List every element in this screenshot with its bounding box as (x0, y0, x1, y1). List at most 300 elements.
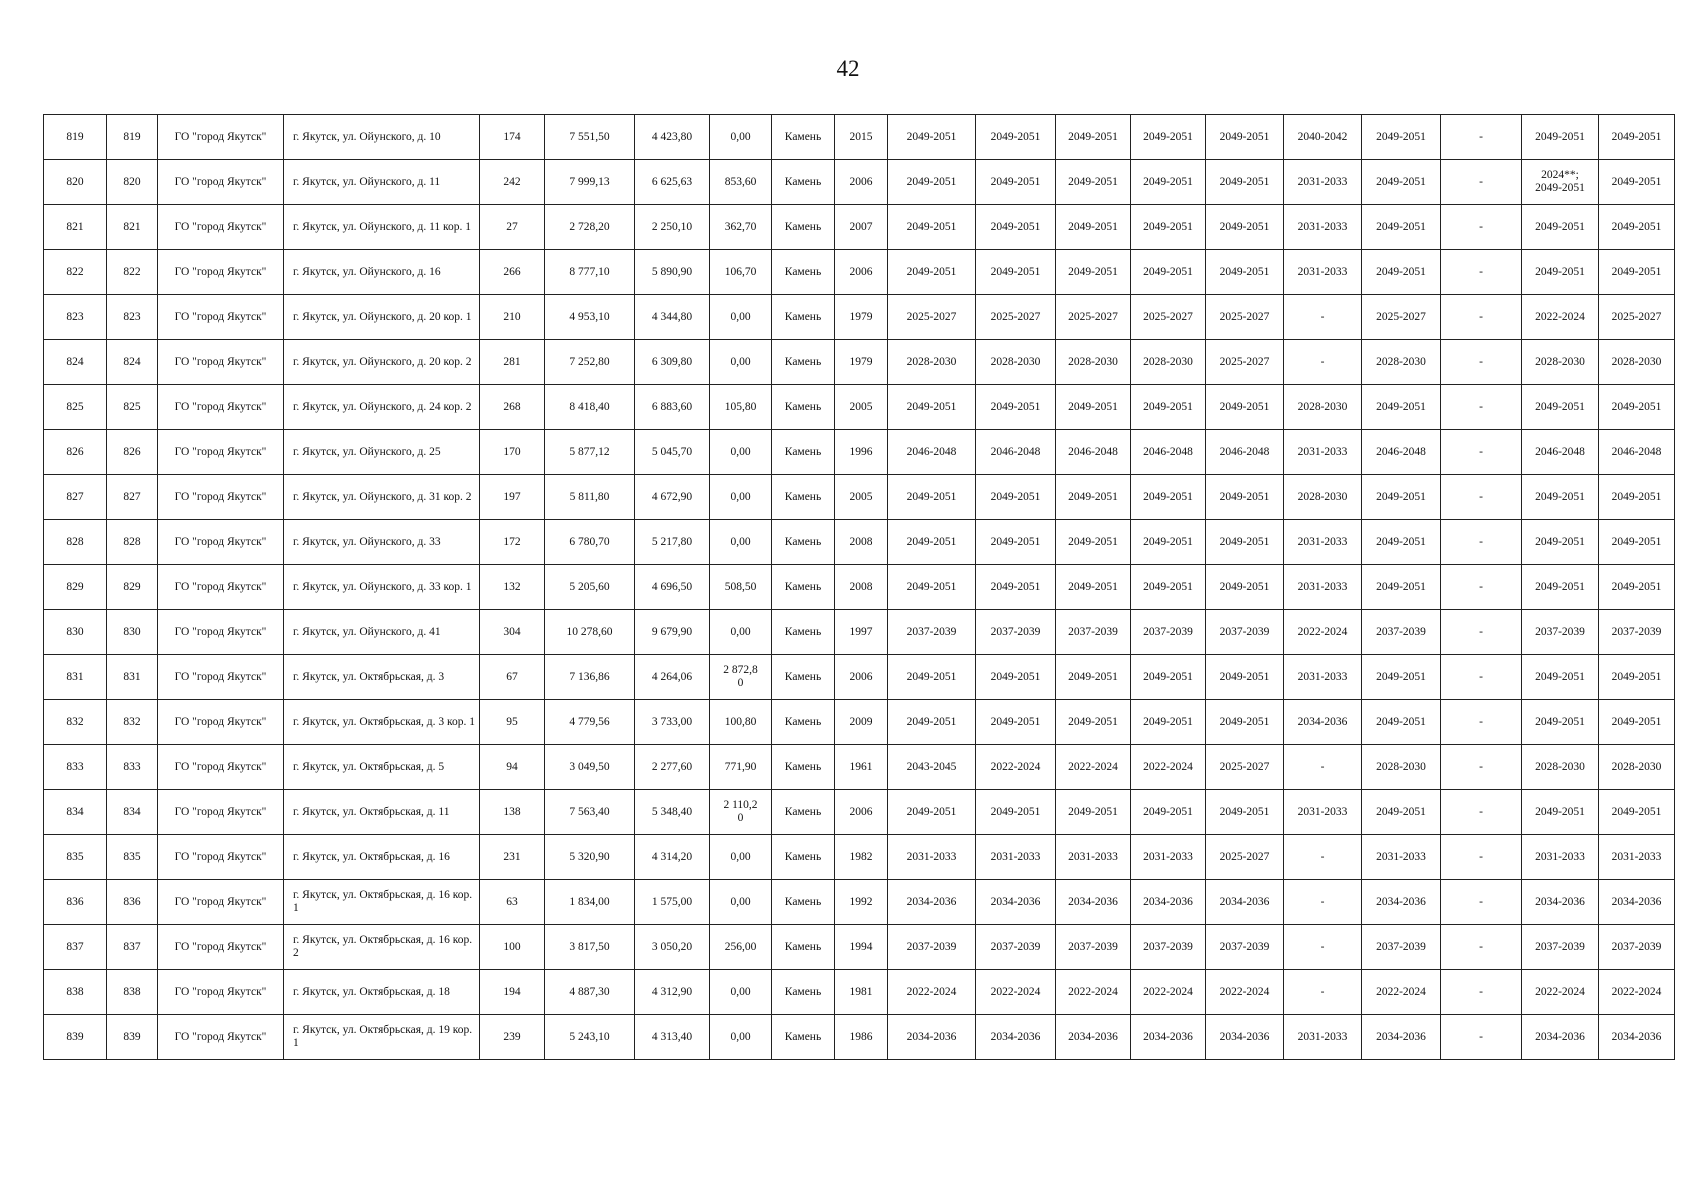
cell-period-3: 2049-2051 (1056, 115, 1131, 160)
cell-row-index: 827 (44, 475, 107, 520)
cell-total-area: 5 877,12 (545, 430, 635, 475)
cell-period-5: 2049-2051 (1206, 565, 1284, 610)
cell-period-6: 2031-2033 (1284, 430, 1362, 475)
cell-period-9: 2049-2051 (1522, 475, 1599, 520)
cell-period-2: 2025-2027 (976, 295, 1056, 340)
cell-residents: 231 (480, 835, 545, 880)
cell-residents: 170 (480, 430, 545, 475)
cell-wall-material: Камень (772, 655, 835, 700)
data-table (43, 114, 1675, 1060)
cell-period-9: 2049-2051 (1522, 655, 1599, 700)
cell-object-number: 824 (107, 340, 158, 385)
cell-residential-area: 3 050,20 (635, 925, 710, 970)
cell-period-7: 2022-2024 (1362, 970, 1441, 1015)
cell-object-number: 823 (107, 295, 158, 340)
cell-object-number: 826 (107, 430, 158, 475)
cell-residents: 268 (480, 385, 545, 430)
cell-object-number: 829 (107, 565, 158, 610)
cell-municipality: ГО "город Якутск" (158, 835, 284, 880)
cell-nonresidential-area: 508,50 (710, 565, 772, 610)
cell-period-7: 2028-2030 (1362, 340, 1441, 385)
cell-period-6: 2031-2033 (1284, 250, 1362, 295)
cell-period-4: 2049-2051 (1131, 520, 1206, 565)
cell-residents: 100 (480, 925, 545, 970)
cell-period-7: 2049-2051 (1362, 160, 1441, 205)
cell-period-4: 2025-2027 (1131, 295, 1206, 340)
cell-row-index: 833 (44, 745, 107, 790)
cell-period-1: 2049-2051 (888, 205, 976, 250)
cell-nonresidential-area: 256,00 (710, 925, 772, 970)
cell-period-5: 2049-2051 (1206, 205, 1284, 250)
cell-nonresidential-area: 853,60 (710, 160, 772, 205)
cell-period-3: 2046-2048 (1056, 430, 1131, 475)
cell-period-8: - (1441, 295, 1522, 340)
cell-residential-area: 4 423,80 (635, 115, 710, 160)
cell-row-index: 821 (44, 205, 107, 250)
cell-build-year: 2009 (835, 700, 888, 745)
cell-period-6: 2031-2033 (1284, 1015, 1362, 1060)
cell-period-10: 2028-2030 (1599, 340, 1675, 385)
cell-build-year: 1997 (835, 610, 888, 655)
cell-residential-area: 6 883,60 (635, 385, 710, 430)
cell-period-2: 2037-2039 (976, 925, 1056, 970)
cell-period-1: 2037-2039 (888, 925, 976, 970)
cell-period-2: 2049-2051 (976, 205, 1056, 250)
cell-residential-area: 2 250,10 (635, 205, 710, 250)
cell-build-year: 1992 (835, 880, 888, 925)
cell-build-year: 2006 (835, 250, 888, 295)
cell-period-10: 2049-2051 (1599, 565, 1675, 610)
cell-period-10: 2049-2051 (1599, 385, 1675, 430)
cell-period-2: 2034-2036 (976, 880, 1056, 925)
cell-period-3: 2037-2039 (1056, 925, 1131, 970)
cell-build-year: 2008 (835, 565, 888, 610)
cell-period-10: 2049-2051 (1599, 115, 1675, 160)
cell-wall-material: Камень (772, 520, 835, 565)
cell-period-6: 2031-2033 (1284, 205, 1362, 250)
cell-object-number: 830 (107, 610, 158, 655)
cell-period-5: 2049-2051 (1206, 790, 1284, 835)
cell-period-2: 2049-2051 (976, 565, 1056, 610)
cell-period-8: - (1441, 925, 1522, 970)
cell-address: г. Якутск, ул. Ойунского, д. 33 кор. 1 (284, 565, 480, 610)
cell-municipality: ГО "город Якутск" (158, 250, 284, 295)
cell-period-3: 2049-2051 (1056, 205, 1131, 250)
cell-period-10: 2046-2048 (1599, 430, 1675, 475)
cell-build-year: 2006 (835, 160, 888, 205)
cell-period-3: 2049-2051 (1056, 475, 1131, 520)
cell-period-10: 2037-2039 (1599, 610, 1675, 655)
cell-period-6: 2031-2033 (1284, 160, 1362, 205)
cell-residents: 194 (480, 970, 545, 1015)
cell-period-6: 2034-2036 (1284, 700, 1362, 745)
cell-period-7: 2034-2036 (1362, 1015, 1441, 1060)
cell-period-3: 2049-2051 (1056, 790, 1131, 835)
cell-object-number: 828 (107, 520, 158, 565)
cell-row-index: 837 (44, 925, 107, 970)
table-row (44, 160, 1675, 205)
cell-municipality: ГО "город Якутск" (158, 925, 284, 970)
cell-period-2: 2049-2051 (976, 475, 1056, 520)
cell-period-4: 2031-2033 (1131, 835, 1206, 880)
cell-total-area: 7 999,13 (545, 160, 635, 205)
cell-total-area: 5 243,10 (545, 1015, 635, 1060)
cell-period-5: 2037-2039 (1206, 610, 1284, 655)
cell-period-2: 2022-2024 (976, 970, 1056, 1015)
cell-period-3: 2049-2051 (1056, 385, 1131, 430)
cell-period-7: 2025-2027 (1362, 295, 1441, 340)
cell-address: г. Якутск, ул. Октябрьская, д. 16 (284, 835, 480, 880)
cell-period-10: 2049-2051 (1599, 475, 1675, 520)
cell-period-1: 2049-2051 (888, 700, 976, 745)
cell-period-3: 2028-2030 (1056, 340, 1131, 385)
cell-period-8: - (1441, 745, 1522, 790)
cell-residents: 197 (480, 475, 545, 520)
cell-nonresidential-area: 0,00 (710, 475, 772, 520)
cell-object-number: 832 (107, 700, 158, 745)
cell-period-1: 2049-2051 (888, 115, 976, 160)
cell-wall-material: Камень (772, 835, 835, 880)
cell-period-2: 2028-2030 (976, 340, 1056, 385)
cell-period-3: 2049-2051 (1056, 520, 1131, 565)
table-row (44, 115, 1675, 160)
cell-municipality: ГО "город Якутск" (158, 115, 284, 160)
cell-period-10: 2031-2033 (1599, 835, 1675, 880)
cell-period-8: - (1441, 430, 1522, 475)
cell-period-10: 2037-2039 (1599, 925, 1675, 970)
cell-period-9: 2034-2036 (1522, 880, 1599, 925)
cell-municipality: ГО "город Якутск" (158, 790, 284, 835)
cell-residential-area: 5 217,80 (635, 520, 710, 565)
cell-period-8: - (1441, 565, 1522, 610)
cell-total-area: 8 777,10 (545, 250, 635, 295)
cell-residents: 138 (480, 790, 545, 835)
cell-address: г. Якутск, ул. Ойунского, д. 24 кор. 2 (284, 385, 480, 430)
table-row (44, 250, 1675, 295)
cell-residents: 266 (480, 250, 545, 295)
cell-nonresidential-area: 0,00 (710, 295, 772, 340)
cell-object-number: 820 (107, 160, 158, 205)
cell-residents: 281 (480, 340, 545, 385)
cell-period-4: 2046-2048 (1131, 430, 1206, 475)
cell-residents: 67 (480, 655, 545, 700)
cell-period-10: 2022-2024 (1599, 970, 1675, 1015)
cell-period-1: 2037-2039 (888, 610, 976, 655)
cell-object-number: 827 (107, 475, 158, 520)
cell-wall-material: Камень (772, 700, 835, 745)
cell-build-year: 1961 (835, 745, 888, 790)
cell-period-1: 2034-2036 (888, 1015, 976, 1060)
cell-period-1: 2049-2051 (888, 655, 976, 700)
cell-nonresidential-area: 0,00 (710, 115, 772, 160)
cell-period-2: 2049-2051 (976, 655, 1056, 700)
cell-period-1: 2049-2051 (888, 160, 976, 205)
cell-row-index: 820 (44, 160, 107, 205)
cell-period-5: 2049-2051 (1206, 250, 1284, 295)
cell-total-area: 6 780,70 (545, 520, 635, 565)
cell-period-10: 2034-2036 (1599, 880, 1675, 925)
cell-period-3: 2025-2027 (1056, 295, 1131, 340)
cell-object-number: 836 (107, 880, 158, 925)
table-row (44, 610, 1675, 655)
cell-period-4: 2037-2039 (1131, 925, 1206, 970)
cell-total-area: 5 205,60 (545, 565, 635, 610)
cell-period-3: 2049-2051 (1056, 565, 1131, 610)
cell-period-1: 2046-2048 (888, 430, 976, 475)
cell-row-index: 830 (44, 610, 107, 655)
cell-build-year: 2015 (835, 115, 888, 160)
cell-object-number: 831 (107, 655, 158, 700)
cell-municipality: ГО "город Якутск" (158, 655, 284, 700)
cell-period-1: 2022-2024 (888, 970, 976, 1015)
cell-period-8: - (1441, 250, 1522, 295)
cell-period-10: 2025-2027 (1599, 295, 1675, 340)
cell-residents: 94 (480, 745, 545, 790)
cell-address: г. Якутск, ул. Ойунского, д. 20 кор. 1 (284, 295, 480, 340)
cell-period-8: - (1441, 655, 1522, 700)
cell-total-area: 5 320,90 (545, 835, 635, 880)
cell-period-9: 2022-2024 (1522, 970, 1599, 1015)
table-row (44, 745, 1675, 790)
cell-residential-area: 2 277,60 (635, 745, 710, 790)
cell-period-3: 2049-2051 (1056, 700, 1131, 745)
cell-row-index: 832 (44, 700, 107, 745)
cell-nonresidential-area: 0,00 (710, 970, 772, 1015)
cell-address: г. Якутск, ул. Ойунского, д. 11 (284, 160, 480, 205)
cell-period-9: 2034-2036 (1522, 1015, 1599, 1060)
cell-period-1: 2025-2027 (888, 295, 976, 340)
cell-period-6: - (1284, 295, 1362, 340)
cell-period-9: 2049-2051 (1522, 700, 1599, 745)
cell-period-5: 2025-2027 (1206, 295, 1284, 340)
cell-object-number: 839 (107, 1015, 158, 1060)
cell-row-index: 824 (44, 340, 107, 385)
cell-address: г. Якутск, ул. Октябрьская, д. 3 (284, 655, 480, 700)
cell-period-8: - (1441, 115, 1522, 160)
cell-period-3: 2022-2024 (1056, 745, 1131, 790)
cell-period-8: - (1441, 340, 1522, 385)
cell-period-10: 2049-2051 (1599, 205, 1675, 250)
table-row (44, 700, 1675, 745)
table-row (44, 430, 1675, 475)
cell-period-4: 2049-2051 (1131, 115, 1206, 160)
cell-period-8: - (1441, 790, 1522, 835)
cell-wall-material: Камень (772, 610, 835, 655)
cell-period-5: 2025-2027 (1206, 340, 1284, 385)
cell-period-4: 2049-2051 (1131, 475, 1206, 520)
cell-municipality: ГО "город Якутск" (158, 610, 284, 655)
cell-build-year: 2007 (835, 205, 888, 250)
cell-residential-area: 4 672,90 (635, 475, 710, 520)
cell-total-area: 7 563,40 (545, 790, 635, 835)
cell-period-6: 2040-2042 (1284, 115, 1362, 160)
cell-period-4: 2034-2036 (1131, 880, 1206, 925)
cell-nonresidential-area: 0,00 (710, 835, 772, 880)
cell-period-6: 2031-2033 (1284, 565, 1362, 610)
cell-wall-material: Камень (772, 565, 835, 610)
cell-total-area: 2 728,20 (545, 205, 635, 250)
cell-period-4: 2049-2051 (1131, 700, 1206, 745)
cell-period-7: 2049-2051 (1362, 385, 1441, 430)
cell-period-4: 2049-2051 (1131, 205, 1206, 250)
cell-municipality: ГО "город Якутск" (158, 970, 284, 1015)
cell-period-3: 2049-2051 (1056, 250, 1131, 295)
cell-period-10: 2028-2030 (1599, 745, 1675, 790)
cell-build-year: 1981 (835, 970, 888, 1015)
cell-period-6: 2031-2033 (1284, 790, 1362, 835)
cell-total-area: 7 136,86 (545, 655, 635, 700)
cell-period-3: 2031-2033 (1056, 835, 1131, 880)
cell-period-4: 2049-2051 (1131, 790, 1206, 835)
cell-period-1: 2043-2045 (888, 745, 976, 790)
table-row (44, 880, 1675, 925)
cell-residential-area: 4 312,90 (635, 970, 710, 1015)
cell-period-9: 2049-2051 (1522, 250, 1599, 295)
cell-period-6: 2028-2030 (1284, 385, 1362, 430)
cell-total-area: 4 953,10 (545, 295, 635, 340)
cell-object-number: 835 (107, 835, 158, 880)
cell-residential-area: 1 575,00 (635, 880, 710, 925)
cell-nonresidential-area: 0,00 (710, 430, 772, 475)
cell-build-year: 2005 (835, 475, 888, 520)
cell-period-6: - (1284, 340, 1362, 385)
cell-period-7: 2034-2036 (1362, 880, 1441, 925)
cell-period-8: - (1441, 880, 1522, 925)
cell-residents: 27 (480, 205, 545, 250)
cell-residential-area: 4 696,50 (635, 565, 710, 610)
cell-residents: 95 (480, 700, 545, 745)
cell-period-5: 2049-2051 (1206, 520, 1284, 565)
cell-nonresidential-area: 771,90 (710, 745, 772, 790)
cell-municipality: ГО "город Якутск" (158, 700, 284, 745)
cell-municipality: ГО "город Якутск" (158, 475, 284, 520)
cell-address: г. Якутск, ул. Октябрьская, д. 16 кор. 2 (284, 925, 480, 970)
cell-row-index: 831 (44, 655, 107, 700)
cell-period-6: - (1284, 925, 1362, 970)
cell-period-10: 2049-2051 (1599, 520, 1675, 565)
page-number: 42 (836, 56, 860, 81)
cell-build-year: 2006 (835, 790, 888, 835)
cell-object-number: 819 (107, 115, 158, 160)
cell-municipality: ГО "город Якутск" (158, 520, 284, 565)
cell-address: г. Якутск, ул. Октябрьская, д. 3 кор. 1 (284, 700, 480, 745)
cell-municipality: ГО "город Якутск" (158, 160, 284, 205)
cell-period-1: 2049-2051 (888, 520, 976, 565)
cell-wall-material: Камень (772, 970, 835, 1015)
cell-period-10: 2049-2051 (1599, 655, 1675, 700)
cell-period-3: 2034-2036 (1056, 880, 1131, 925)
cell-build-year: 2006 (835, 655, 888, 700)
cell-object-number: 821 (107, 205, 158, 250)
cell-wall-material: Камень (772, 295, 835, 340)
cell-nonresidential-area: 0,00 (710, 340, 772, 385)
cell-period-5: 2034-2036 (1206, 1015, 1284, 1060)
cell-wall-material: Камень (772, 925, 835, 970)
cell-period-2: 2031-2033 (976, 835, 1056, 880)
cell-build-year: 1986 (835, 1015, 888, 1060)
cell-residential-area: 4 344,80 (635, 295, 710, 340)
cell-period-5: 2049-2051 (1206, 385, 1284, 430)
cell-total-area: 1 834,00 (545, 880, 635, 925)
cell-row-index: 819 (44, 115, 107, 160)
cell-period-8: - (1441, 385, 1522, 430)
cell-period-10: 2049-2051 (1599, 250, 1675, 295)
cell-total-area: 3 049,50 (545, 745, 635, 790)
cell-period-6: - (1284, 880, 1362, 925)
cell-period-5: 2049-2051 (1206, 115, 1284, 160)
cell-period-9: 2049-2051 (1522, 115, 1599, 160)
cell-period-8: - (1441, 970, 1522, 1015)
cell-build-year: 1979 (835, 295, 888, 340)
cell-row-index: 829 (44, 565, 107, 610)
cell-period-7: 2049-2051 (1362, 790, 1441, 835)
cell-municipality: ГО "город Якутск" (158, 385, 284, 430)
cell-period-5: 2022-2024 (1206, 970, 1284, 1015)
cell-residents: 132 (480, 565, 545, 610)
cell-period-1: 2049-2051 (888, 565, 976, 610)
cell-nonresidential-area: 0,00 (710, 520, 772, 565)
cell-row-index: 822 (44, 250, 107, 295)
cell-object-number: 837 (107, 925, 158, 970)
cell-row-index: 823 (44, 295, 107, 340)
cell-nonresidential-area: 2 872,8 0 (710, 655, 772, 700)
cell-period-9: 2049-2051 (1522, 565, 1599, 610)
cell-period-4: 2022-2024 (1131, 745, 1206, 790)
table-row (44, 790, 1675, 835)
table-row (44, 835, 1675, 880)
cell-period-1: 2031-2033 (888, 835, 976, 880)
cell-period-9: 2049-2051 (1522, 385, 1599, 430)
cell-period-10: 2049-2051 (1599, 700, 1675, 745)
cell-residential-area: 9 679,90 (635, 610, 710, 655)
cell-address: г. Якутск, ул. Октябрьская, д. 16 кор. 1 (284, 880, 480, 925)
cell-period-9: 2028-2030 (1522, 745, 1599, 790)
cell-nonresidential-area: 362,70 (710, 205, 772, 250)
cell-period-8: - (1441, 475, 1522, 520)
cell-residential-area: 6 309,80 (635, 340, 710, 385)
cell-residential-area: 4 313,40 (635, 1015, 710, 1060)
cell-municipality: ГО "город Якутск" (158, 340, 284, 385)
cell-period-8: - (1441, 1015, 1522, 1060)
cell-period-6: - (1284, 835, 1362, 880)
cell-period-3: 2049-2051 (1056, 160, 1131, 205)
cell-total-area: 8 418,40 (545, 385, 635, 430)
cell-period-4: 2049-2051 (1131, 565, 1206, 610)
cell-period-8: - (1441, 205, 1522, 250)
table-row (44, 655, 1675, 700)
cell-period-7: 2049-2051 (1362, 205, 1441, 250)
cell-municipality: ГО "город Якутск" (158, 205, 284, 250)
cell-residents: 174 (480, 115, 545, 160)
cell-address: г. Якутск, ул. Ойунского, д. 25 (284, 430, 480, 475)
cell-row-index: 838 (44, 970, 107, 1015)
cell-row-index: 839 (44, 1015, 107, 1060)
cell-nonresidential-area: 0,00 (710, 1015, 772, 1060)
table-row (44, 970, 1675, 1015)
cell-build-year: 1994 (835, 925, 888, 970)
cell-wall-material: Камень (772, 250, 835, 295)
cell-municipality: ГО "город Якутск" (158, 565, 284, 610)
cell-total-area: 3 817,50 (545, 925, 635, 970)
cell-wall-material: Камень (772, 160, 835, 205)
cell-wall-material: Камень (772, 340, 835, 385)
cell-residential-area: 5 045,70 (635, 430, 710, 475)
cell-wall-material: Камень (772, 205, 835, 250)
cell-period-4: 2049-2051 (1131, 160, 1206, 205)
table-row (44, 385, 1675, 430)
cell-period-5: 2049-2051 (1206, 160, 1284, 205)
cell-wall-material: Камень (772, 745, 835, 790)
